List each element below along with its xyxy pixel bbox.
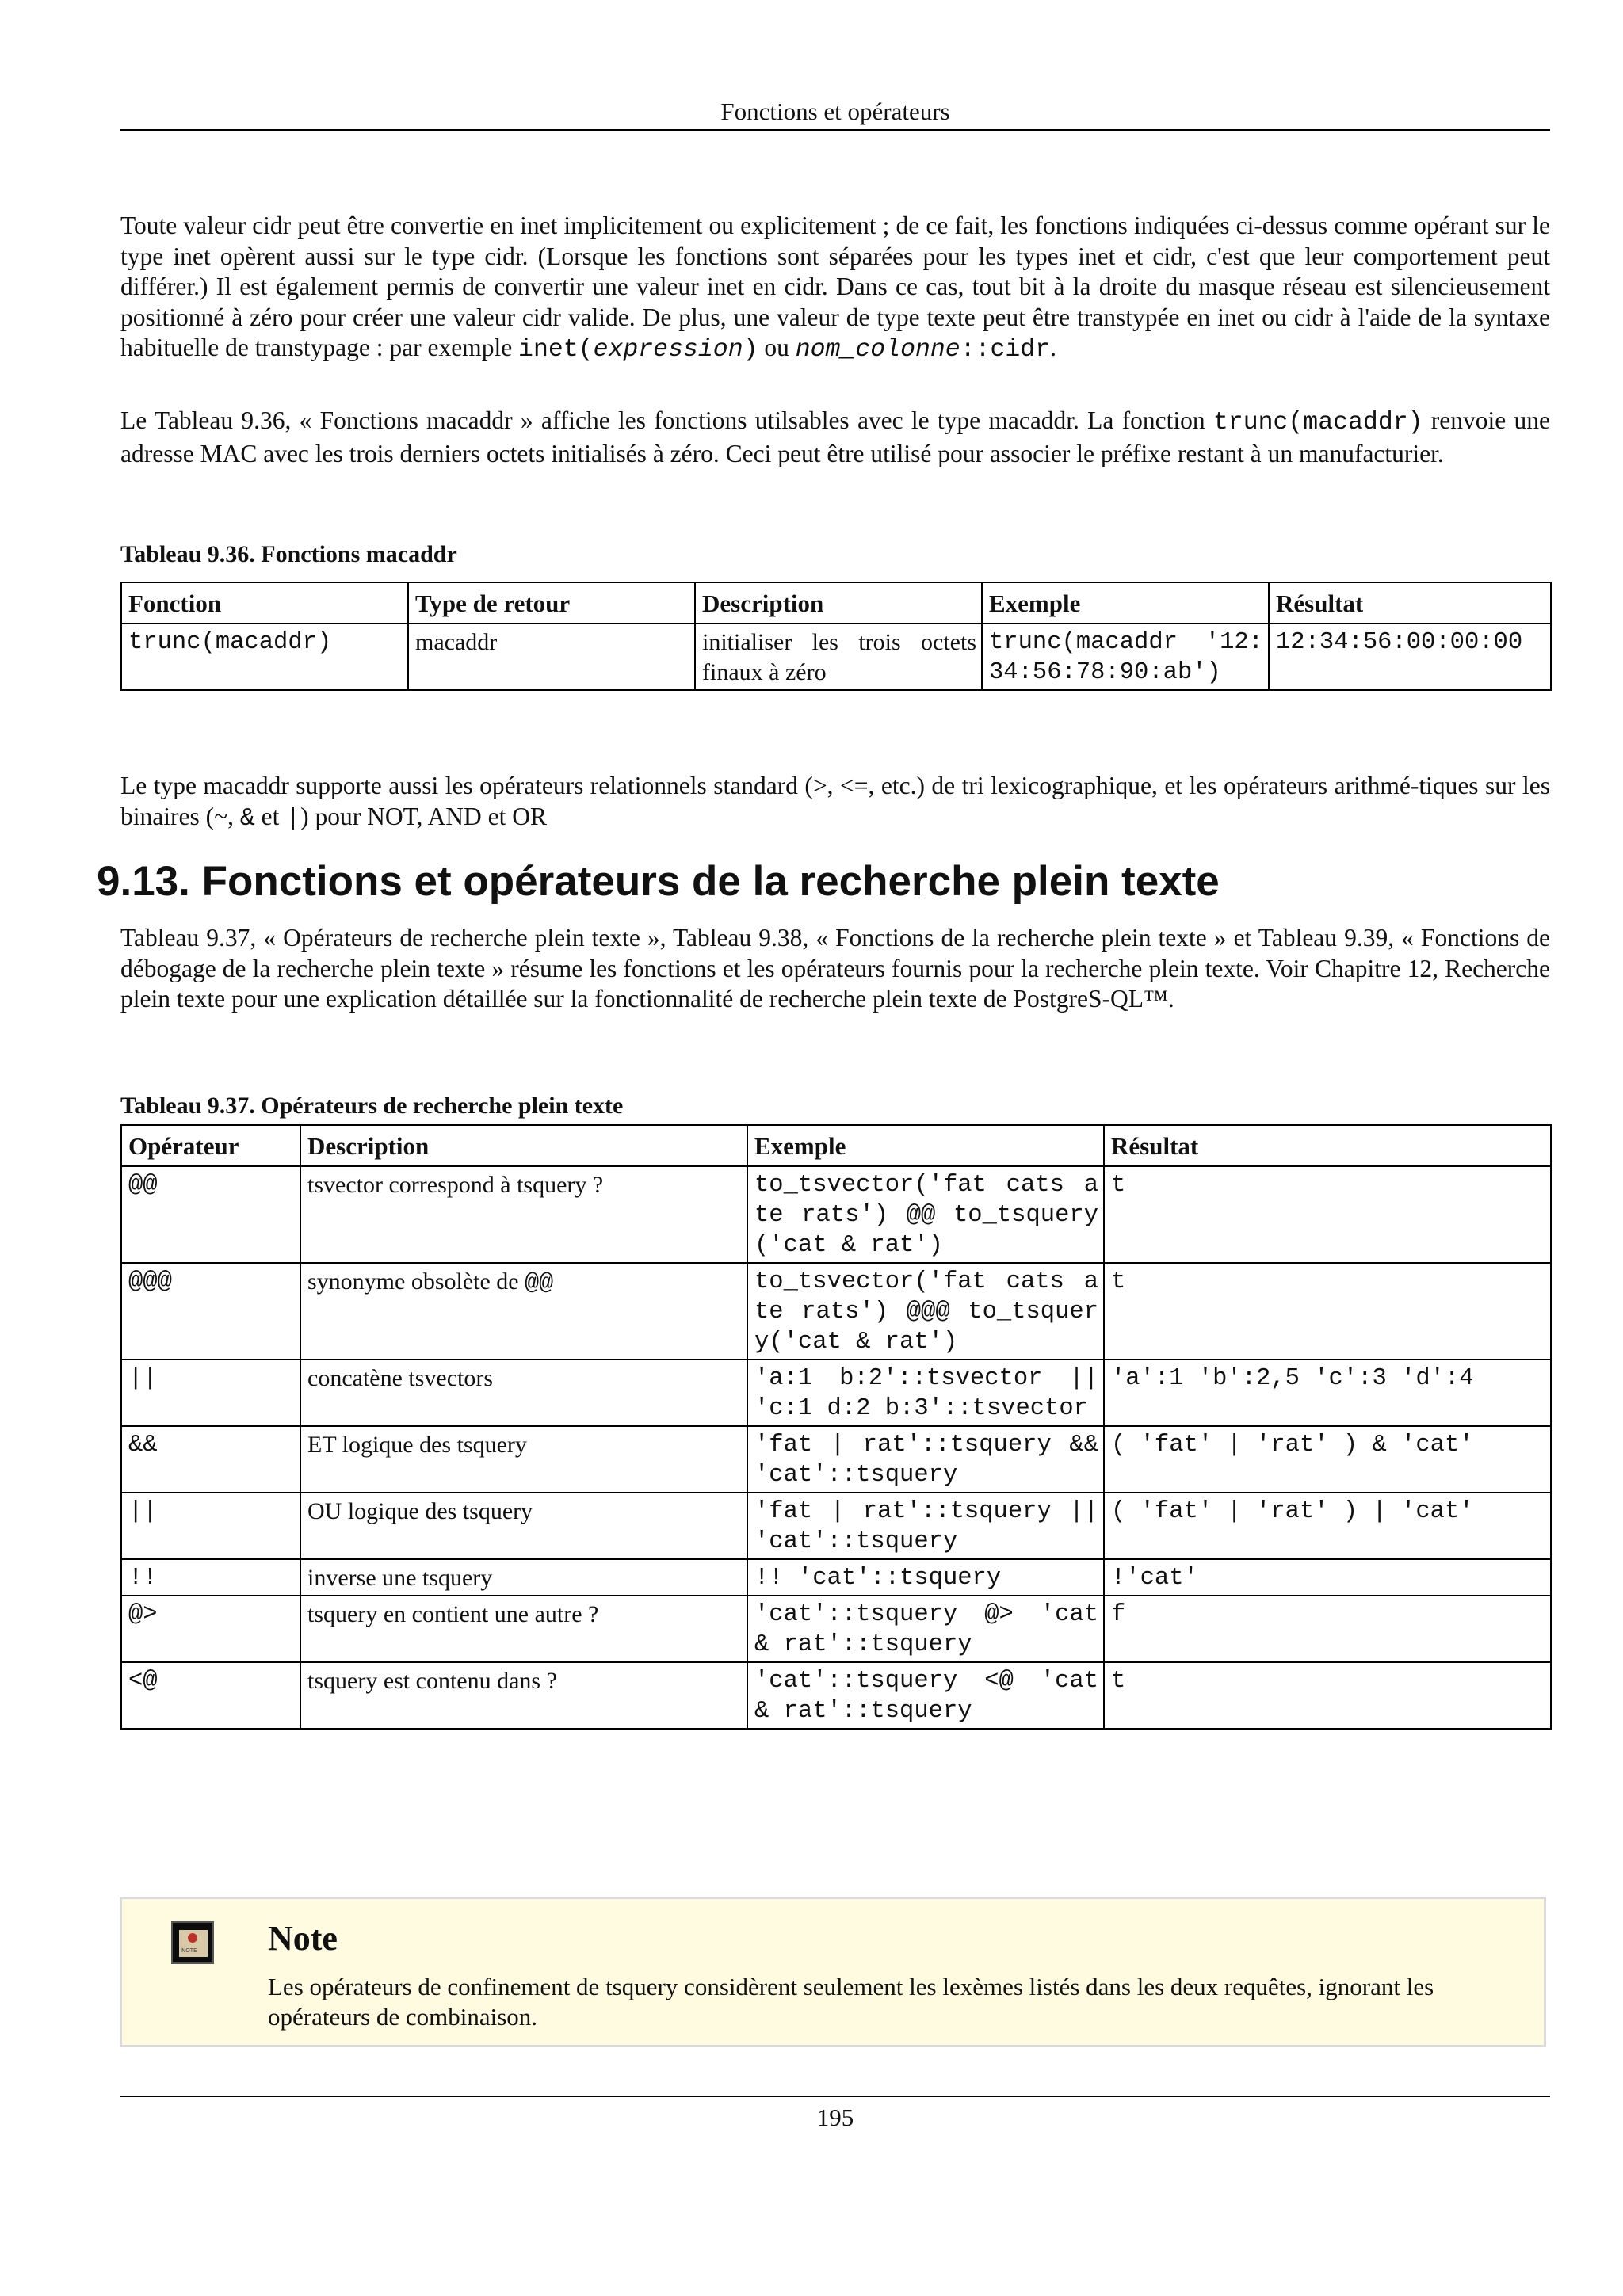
- table-row: [121, 1426, 1551, 1493]
- column-header: Type de retour: [408, 582, 695, 624]
- column-header: Exemple: [982, 582, 1269, 624]
- description-text: synonyme obsolète de: [307, 1268, 525, 1295]
- column-header: Exemple: [747, 1125, 1104, 1166]
- table-header-row: [121, 582, 1551, 624]
- cell-example: 'a:1 b:2'::tsvector || 'c:1 d:2 b:3'::tsvector: [747, 1360, 1104, 1426]
- cell-operator: ||: [121, 1493, 300, 1559]
- cell-example: to_tsvector('fat cats ate rats') @@ to_tsquery('cat & rat'): [747, 1166, 1104, 1263]
- code-close-paren: ): [743, 336, 758, 364]
- cell-description: [300, 1263, 747, 1360]
- cell-description: OU logique des tsquery: [300, 1493, 747, 1559]
- note-body: Les opérateurs de confinement de tsquery considèrent seulement les lexèmes listés dans les deux requêtes, ignorant les opérateurs de combinaison.: [268, 1973, 1434, 2031]
- table-row: [121, 1263, 1551, 1360]
- note-icon-label: NOTE: [181, 1947, 197, 1954]
- column-header: Fonction: [121, 582, 408, 624]
- note-admonition: [120, 1897, 1546, 2047]
- table-caption: Tableau 9.37. Opérateurs de recherche plein texte: [120, 1093, 624, 1119]
- cell-result: ( 'fat' | 'rat' ) & 'cat': [1104, 1426, 1551, 1493]
- cell-return-type: macaddr: [408, 624, 695, 690]
- running-header: Fonctions et opérateurs: [720, 97, 950, 125]
- paragraph-text: Toute valeur cidr peut être convertie en inet implicitement ou explicitement ; de ce fait, les fonctions indiquées ci-dessus comme opérant sur le type inet opèrent aussi sur le type cidr. (Lorsque les fonctions sont séparées pour les types inet et cidr, c'est que leur comportement peut différer.) Il est également permis de convertir une valeur inet en cidr. Dans ce cas, tout bit à la droite du masque réseau est silencieusement positionné à zéro pour créer une valeur cidr valide. De plus, une valeur de type texte peut être transtypée en inet ou cidr à l'aide de la syntaxe habituelle de transtypage : par exemple: [120, 212, 1550, 361]
- page-number: 195: [816, 2103, 854, 2131]
- table-row: [121, 1360, 1551, 1426]
- cell-result: ( 'fat' | 'rat' ) | 'cat': [1104, 1493, 1551, 1559]
- code-inet-cast: inet(: [518, 336, 594, 364]
- section-heading: 9.13. Fonctions et opérateurs de la recherche plein texte: [97, 858, 1220, 905]
- paragraph-text: renvoie une adresse MAC avec les trois derniers octets initialisés à zéro. Ceci peut être utilisé pour associer le préfixe restant à un manufacturier.: [120, 406, 1550, 467]
- column-header: Opérateur: [121, 1125, 300, 1166]
- code-column-name: nom_colonne: [795, 336, 960, 364]
- paragraph-text: Le Tableau 9.36, « Fonctions macaddr » affiche les fonctions utilsables avec le type macaddr. La fonction: [120, 406, 1213, 434]
- code-ampersand: &: [239, 804, 255, 833]
- description-code: @@: [525, 1270, 554, 1297]
- table-macaddr-functions: [120, 582, 1552, 691]
- cell-description: initialiser les trois octets finaux à zéro: [695, 624, 982, 690]
- paragraph-cidr-conversion: [120, 211, 1550, 366]
- cell-description: tsvector correspond à tsquery ?: [300, 1166, 747, 1263]
- code-trunc-macaddr: trunc(macaddr): [1212, 409, 1423, 437]
- note-icon: [171, 1921, 214, 1964]
- cell-example: 'fat | rat'::tsquery && 'cat'::tsquery: [747, 1426, 1104, 1493]
- table-header-row: [121, 1125, 1551, 1166]
- header-rule: [120, 129, 1550, 131]
- column-header: Résultat: [1104, 1125, 1551, 1166]
- table-caption: Tableau 9.36. Fonctions macaddr: [120, 541, 457, 567]
- note-title: Note: [268, 1919, 338, 1958]
- code-cidr-cast: ::cidr: [960, 336, 1051, 364]
- table-fulltext-operators: [120, 1124, 1552, 1730]
- cell-result: f: [1104, 1596, 1551, 1662]
- column-header: Description: [300, 1125, 747, 1166]
- code-pipe: |: [285, 804, 301, 833]
- cell-description: tsquery en contient une autre ?: [300, 1596, 747, 1662]
- table-row: [121, 1559, 1551, 1596]
- cell-description: inverse une tsquery: [300, 1559, 747, 1596]
- paragraph-fulltext-intro: Tableau 9.37, « Opérateurs de recherche plein texte », Tableau 9.38, « Fonctions de la recherche plein texte » et Tableau 9.39, « Fonctions de débogage de la recherche plein texte » résume les fonctions et les opérateurs fournis pour la recherche plein texte. Voir Chapitre 12, Recherche plein texte pour une explication détaillée sur la fonctionnalité de recherche plein texte de PostgreS-QL™.: [120, 924, 1550, 1013]
- cell-result: t: [1104, 1662, 1551, 1729]
- table-row: [121, 1493, 1551, 1559]
- cell-description: tsquery est contenu dans ?: [300, 1662, 747, 1729]
- cell-operator: <@: [121, 1662, 300, 1729]
- cell-example: 'cat'::tsquery @> 'cat & rat'::tsquery: [747, 1596, 1104, 1662]
- pushpin-icon: [188, 1933, 197, 1943]
- cell-operator: !!: [121, 1559, 300, 1596]
- cell-operator: &&: [121, 1426, 300, 1493]
- paragraph-text: et: [254, 802, 286, 830]
- paragraph-text: Le type macaddr supporte aussi les opérateurs relationnels standard (>, <=, etc.) de tri lexicographique, et les opérateurs arithmé-tiques sur les binaires (~,: [120, 772, 1550, 830]
- cell-example: 'fat | rat'::tsquery || 'cat'::tsquery: [747, 1493, 1104, 1559]
- cell-operator: @@@: [121, 1263, 300, 1360]
- table-row: [121, 1596, 1551, 1662]
- paragraph-macaddr-operators: [120, 771, 1550, 834]
- cell-operator: @>: [121, 1596, 300, 1662]
- paragraph-text: ) pour NOT, AND et OR: [300, 802, 548, 830]
- footer-rule: [120, 2096, 1550, 2097]
- cell-example: trunc(macaddr '12:34:56:78:90:ab'): [982, 624, 1269, 690]
- cell-example: 'cat'::tsquery <@ 'cat & rat'::tsquery: [747, 1662, 1104, 1729]
- table-row: [121, 624, 1551, 690]
- cell-result: 12:34:56:00:00:00: [1269, 624, 1551, 690]
- column-header: Description: [695, 582, 982, 624]
- paragraph-text: ou: [758, 334, 796, 361]
- column-header: Résultat: [1269, 582, 1551, 624]
- table-row: [121, 1662, 1551, 1729]
- cell-example: to_tsvector('fat cats ate rats') @@@ to_tsquery('cat & rat'): [747, 1263, 1104, 1360]
- cell-result: t: [1104, 1263, 1551, 1360]
- cell-result: t: [1104, 1166, 1551, 1263]
- cell-operator: @@: [121, 1166, 300, 1263]
- cell-result: !'cat': [1104, 1559, 1551, 1596]
- cell-result: 'a':1 'b':2,5 'c':3 'd':4: [1104, 1360, 1551, 1426]
- code-expression: expression: [593, 336, 743, 364]
- paragraph-text: .: [1050, 334, 1056, 361]
- paragraph-macaddr-intro: [120, 406, 1550, 469]
- cell-operator: ||: [121, 1360, 300, 1426]
- cell-function: trunc(macaddr): [121, 624, 408, 690]
- cell-description: concatène tsvectors: [300, 1360, 747, 1426]
- cell-description: ET logique des tsquery: [300, 1426, 747, 1493]
- cell-example: !! 'cat'::tsquery: [747, 1559, 1104, 1596]
- table-row: [121, 1166, 1551, 1263]
